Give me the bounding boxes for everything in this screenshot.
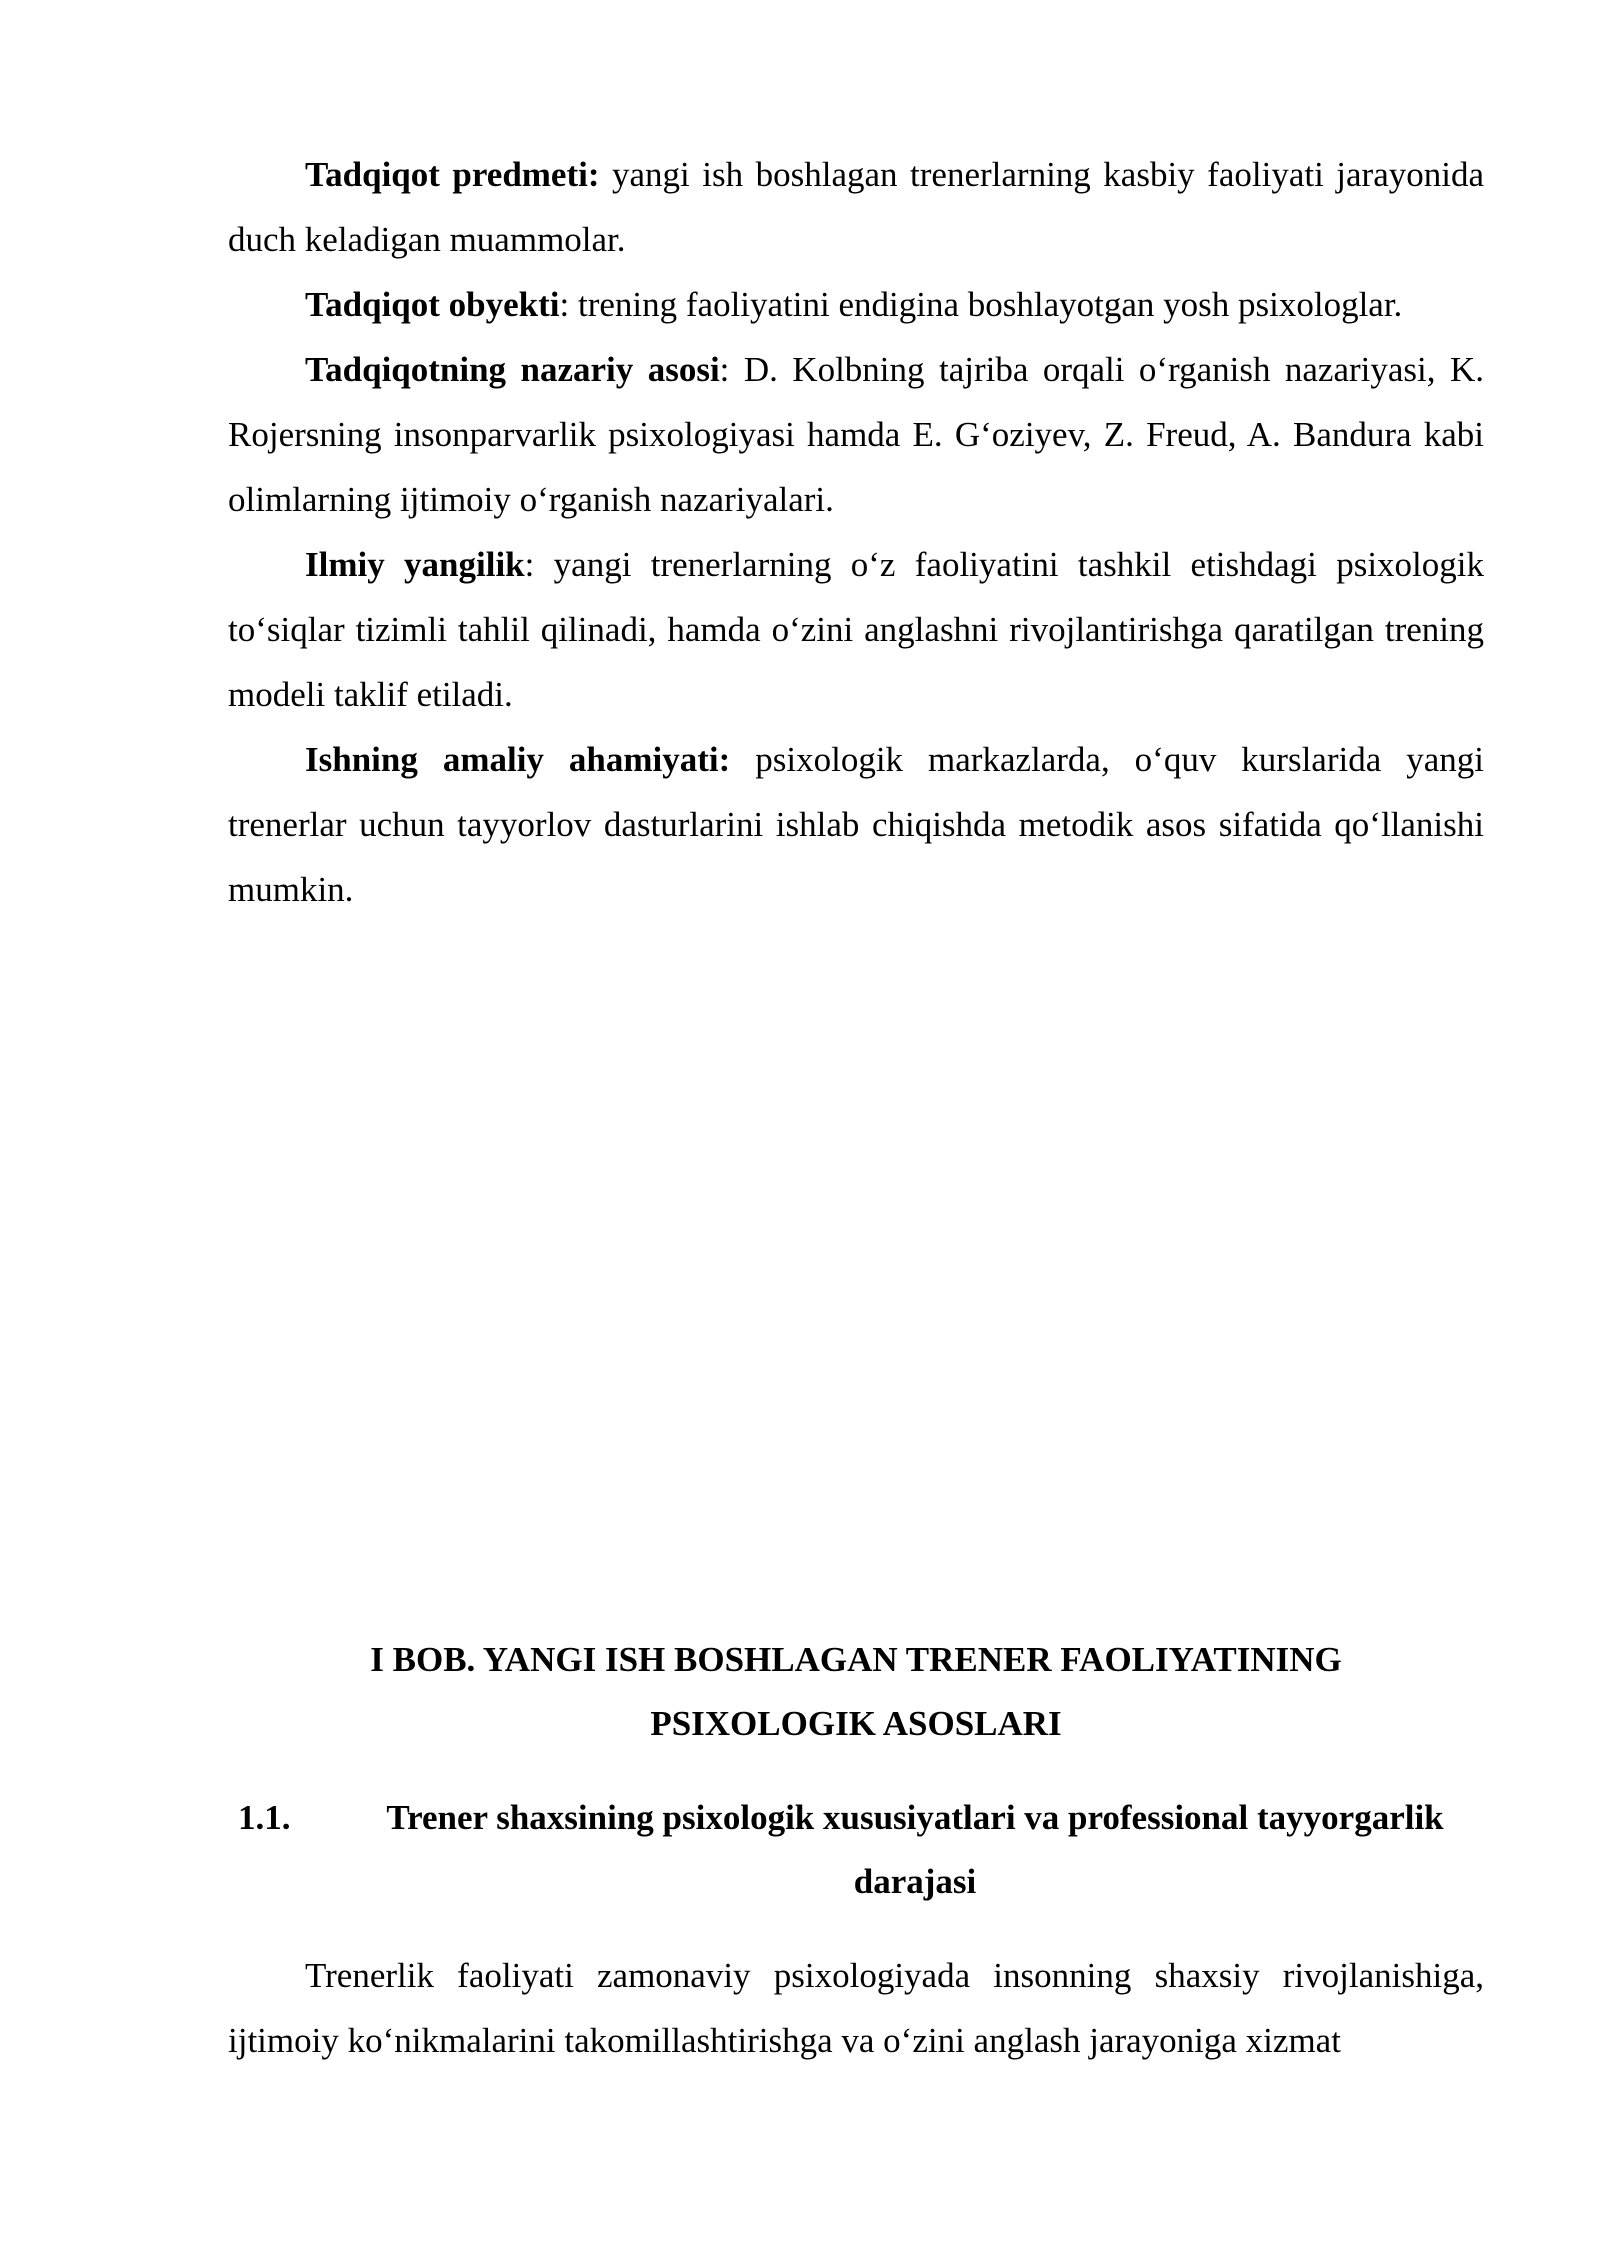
section-body: [228, 1943, 1484, 2073]
chapter-title: [228, 1628, 1484, 1756]
text-theoretical-basis: : D. Kolbning tajriba orqali o‘rganish nazariyasi, K. Rojersning insonparvarlik psixologiyasi hamda E. G‘oziyev, Z. Freud, A. Bandura kabi olimlarning ijtimoiy o‘rganish nazariyalari.: [228, 350, 1484, 519]
chapter-title-line1: I BOB. YANGI ISH BOSHLAGAN TRENER FAOLIYATINING: [370, 1640, 1342, 1679]
label-research-subject: Tadqiqot predmeti:: [305, 155, 600, 194]
research-intro: [228, 142, 1484, 922]
paragraph-research-subject: [228, 142, 1484, 272]
text-research-subject: yangi ish boshlagan trenerlarning kasbiy faoliyati jarayonida duch keladigan muammolar.: [228, 155, 1485, 259]
label-theoretical-basis: Tadqiqotning nazariy asosi: [305, 350, 720, 389]
body-paragraph: Trenerlik faoliyati zamonaviy psixologiyada insonning shaxsiy rivojlanishiga, ijtimoiy ko‘nikmalarini takomillashtirishga va o‘zini anglash jarayoniga xizmat: [228, 1956, 1484, 2060]
paragraph-practical-significance: [228, 727, 1484, 922]
section-heading: [228, 1786, 1484, 1914]
paragraph-theoretical-basis: [228, 337, 1484, 532]
paragraph-scientific-novelty: [228, 532, 1484, 727]
section-title: Trener shaxsining psixologik xususiyatlari va professional tayyorgarlik darajasi: [386, 1798, 1444, 1901]
label-scientific-novelty: Ilmiy yangilik: [305, 545, 525, 584]
label-research-object: Tadqiqot obyekti: [305, 285, 560, 324]
text-research-object: : trening faoliyatini endigina boshlayotgan yosh psixologlar.: [559, 285, 1403, 324]
section-number: 1.1.: [238, 1798, 291, 1837]
label-practical-significance: Ishning amaliy ahamiyati:: [305, 740, 731, 779]
paragraph-research-object: [228, 272, 1484, 337]
chapter-title-line2: PSIXOLOGIK ASOSLARI: [650, 1704, 1062, 1743]
text-scientific-novelty: : yangi trenerlarning o‘z faoliyatini tashkil etishdagi psixologik to‘siqlar tizimli tahlil qilinadi, hamda o‘zini anglashni rivojlantirishga qaratilgan trening modeli taklif etiladi.: [228, 545, 1485, 714]
text-practical-significance: psixologik markazlarda, o‘quv kurslarida yangi trenerlar uchun tayyorlov dasturlarini ishlab chiqishda metodik asos sifatida qo‘llanishi mumkin.: [228, 740, 1484, 909]
